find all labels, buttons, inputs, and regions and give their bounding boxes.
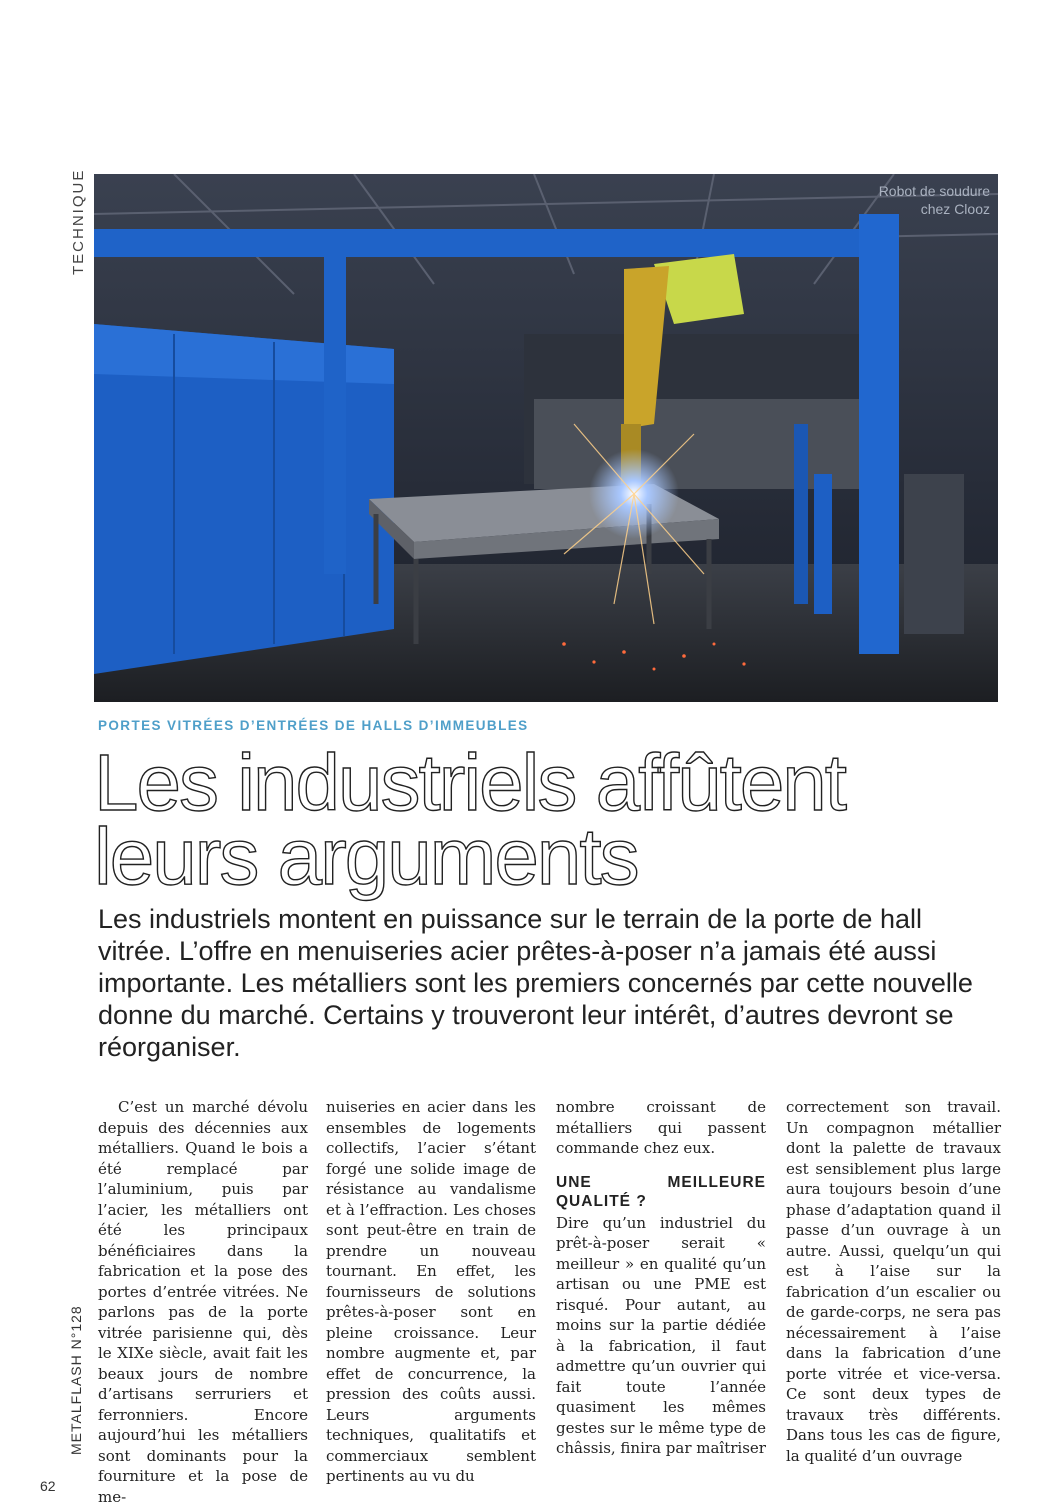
magazine-issue-label: METALFLASH N°128	[68, 1305, 84, 1455]
article-kicker: PORTES VITRÉES D’ENTRÉES DE HALLS D’IMMEUBLES	[98, 718, 529, 733]
body-column-2	[326, 1097, 536, 1487]
photo-caption	[879, 182, 990, 218]
body-column-3	[556, 1097, 766, 1459]
body-paragraph: nombre croissant de métalliers qui passent commande chez eux.	[556, 1098, 766, 1157]
page-number: 62	[40, 1478, 56, 1494]
body-paragraph: nuiseries en acier dans les ensembles de logements collectifs, l’acier s’étant forgé une solide image de résistance au vandalisme et à l’effraction. Les choses sont peut-être en train de prendre un nouveau tournant. En effet, les fournisseurs de solutions prêtes-à-poser sont en pleine croissance. Leur nombre augmente et, par effet de concurrence, la pression des coûts aussi. Leurs arguments techniques, qualitatifs et commerciaux semblent pertinents au vu du	[326, 1098, 536, 1485]
article-photo	[94, 174, 998, 702]
magazine-issue	[44, 1285, 84, 1455]
body-paragraph: correctement son travail. Un compagnon métallier dont la palette de travaux est sensiblement plus large aura toujours besoin d’une phase d’adaptation quand il passe d’un ouvrage à un autre. Aussi, quelqu’un qui est à l’aise sur la fabrication d’un escalier ou de garde-corps, ne sera pas nécessairement à l’aise dans la fabrication d’une porte vitrée et vice-versa. Ce sont deux types de travaux très différents. Dans tous les cas de figure, la qualité d’un ouvrage	[786, 1098, 1001, 1465]
body-paragraph: C’est un marché dévolu depuis des décennies aux métalliers. Quand le bois a été remplacé par l’aluminium, puis par l’acier, les métalliers ont été les principaux bénéficiaires dans la fabrication et la pose des portes d’entrée vitrées. Ne parlons pas de la porte vitrée parisienne qui, dès le XIXe siècle, avait fait les beaux jours de nombre d’artisans serruriers et ferronniers. Encore aujourd’hui les métalliers sont dominants pour la fourniture et la pose de me-	[98, 1098, 308, 1506]
title-line-2: leurs arguments	[94, 812, 638, 901]
welding-robot-photo	[94, 174, 998, 702]
article-lede: Les industriels montent en puissance sur le terrain de la porte de hall vitrée. L’offre en menuiseries acier prêtes-à-poser n’a jamais été aussi importante. Les métalliers sont les premiers concernés par cette nouvelle donne du marché. Certains y trouveront leur intérêt, d’autres devront se réorganiser.	[98, 904, 973, 1062]
title-line-1: Les industriels affûtent	[94, 738, 846, 827]
rubric-label: TECHNIQUE	[70, 168, 87, 275]
article-body	[98, 1097, 1003, 1506]
body-column-1	[98, 1097, 308, 1507]
body-column-4	[786, 1097, 1001, 1466]
body-paragraph: Dire qu’un industriel du prêt-à-poser serait « meilleur » en qualité qu’un artisan ou une PME est risqué. Pour autant, au moins sur la partie dédiée à la fabrication, il faut admettre qu’un ouvrier qui fait toute l’année quasiment les mêmes gestes sur le même type de châssis, finira par maîtriser	[556, 1213, 766, 1457]
article-title	[94, 738, 994, 901]
caption-line-2: chez Clooz	[920, 201, 990, 217]
section-rubric	[44, 168, 87, 275]
section-subhead: UNE MEILLEURE QUALITÉ ?	[556, 1173, 766, 1210]
caption-line-1: Robot de soudure	[878, 183, 990, 199]
